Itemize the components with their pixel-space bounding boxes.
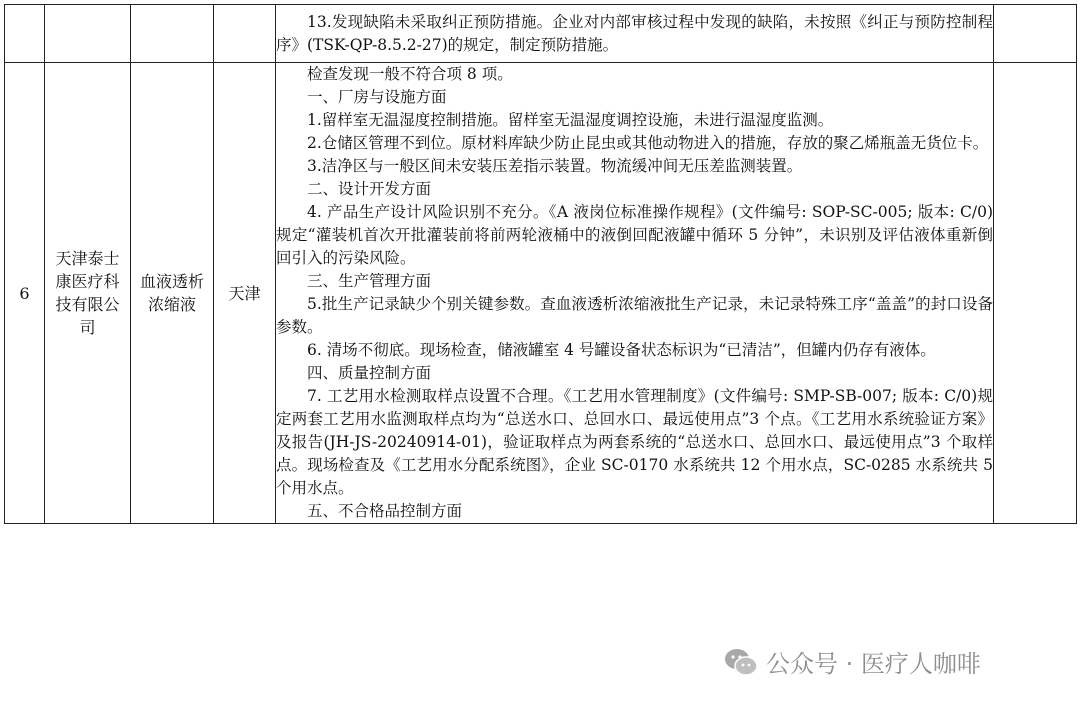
finding-item: 2.仓储区管理不到位。原材料库缺少防止昆虫或其他动物进入的措施，存放的聚乙烯瓶盖无货位卡。: [307, 134, 989, 152]
section-heading: 五、不合格品控制方面: [307, 502, 463, 520]
inspection-table: [4, 4, 1077, 524]
finding-item: 1.留样室无温湿度控制措施。留样室无温湿度调控设施，未进行温湿度监测。: [307, 111, 834, 129]
finding-item: 6. 清场不彻底。现场检查，储液罐室 4 号罐设备状态标识为“已清洁”，但罐内仍存有液体。: [307, 341, 936, 359]
finding-item: 4. 产品生产设计风险识别不充分。《A 液岗位标准操作规程》(文件编号: SOP-SC-005; 版本: C/0)规定“灌装机首次开批灌装前将前两轮液桶中的液倒回配液罐中循环 5 分钟”，未识别及评估液体重新倒回引入的污染风险。: [276, 203, 993, 267]
table-row: [5, 5, 1077, 63]
finding-summary: 检查发现一般不符合项 8 项。: [307, 65, 513, 83]
section-heading: 二、设计开发方面: [307, 180, 432, 198]
section-heading: 四、质量控制方面: [307, 364, 432, 382]
section-heading: 一、厂房与设施方面: [307, 88, 447, 106]
watermark: [724, 644, 981, 679]
product-cell: [131, 5, 214, 63]
finding-paragraph: 13.发现缺陷未采取纠正预防措施。企业对内部审核过程中发现的缺陷，未按照《纠正与预防控制程序》(TSK-QP-8.5.2-27)的规定，制定预防措施。: [276, 12, 993, 54]
row-number-cell: [5, 5, 45, 63]
wechat-icon: [724, 647, 758, 677]
product-cell: 血液透析浓缩液: [131, 63, 214, 524]
finding-item: 5.批生产记录缺少个别关键参数。查血液透析浓缩液批生产记录，未记录特殊工序“盖盖”的封口设备参数。: [276, 295, 993, 336]
table-row: [5, 63, 1077, 524]
company-cell: [45, 5, 131, 63]
row-number-cell: 6: [5, 63, 45, 524]
watermark-text: 公众号 · 医疗人咖啡: [766, 650, 981, 678]
finding-item: 7. 工艺用水检测取样点设置不合理。《工艺用水管理制度》(文件编号: SMP-SB-007; 版本: C/0)规定两套工艺用水监测取样点均为“总送水口、总回水口、最远使用点”3 个点。《工艺用水系统验证方案》及报告(JH-JS-20240914-01)，验证取样点为两套系统的“总送水口、总回水口、最远使用点”3 个取样点。现场检查及《工艺用水分配系统图》，企业 SC-0170 水系统共 12 个用水点，SC-0285 水系统共 5 个用水点。: [276, 387, 993, 497]
region-cell: [214, 5, 276, 63]
findings-cell: [276, 63, 994, 524]
company-cell: 天津泰士康医疗科技有限公司: [45, 63, 131, 524]
note-cell: [994, 63, 1077, 524]
finding-item: 3.洁净区与一般区间未安装压差指示装置。物流缓冲间无压差监测装置。: [307, 157, 803, 175]
region-cell: 天津: [214, 63, 276, 524]
section-heading: 三、生产管理方面: [307, 272, 432, 290]
findings-cell: [276, 5, 994, 63]
note-cell: [994, 5, 1077, 63]
